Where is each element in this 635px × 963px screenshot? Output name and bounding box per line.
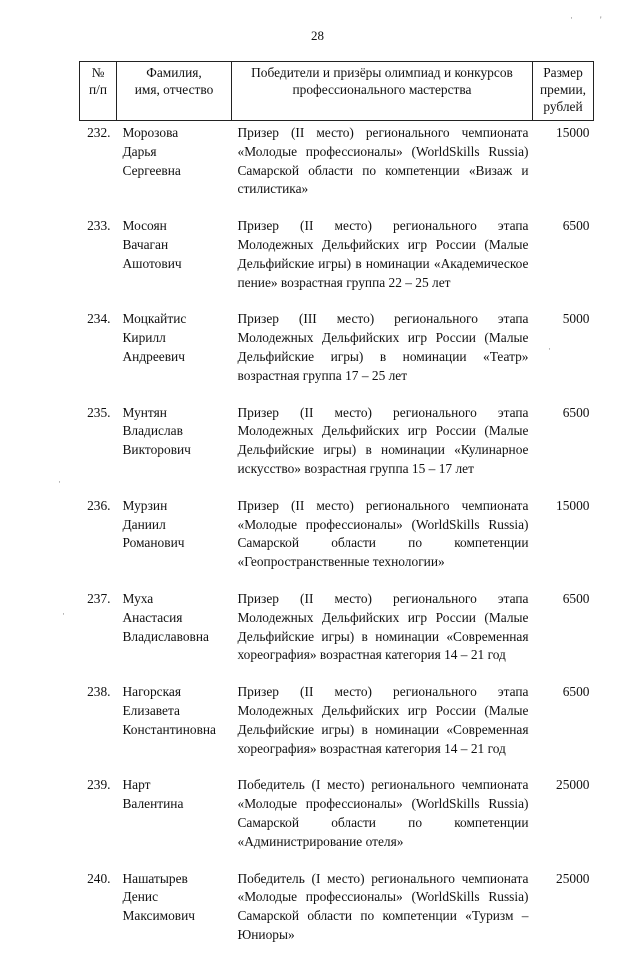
- row-number: 238.: [87, 684, 111, 700]
- row-achievement: Победитель (I место) регионального чемпионата «Молодые профессионалы» (WorldSkills Russia) Самарской области по компетенции «Администрирование отеля»: [237, 777, 529, 849]
- scan-mark: ·: [548, 344, 551, 354]
- row-full-name: Нарт Валентина: [122, 777, 184, 812]
- header-full-name: Фамилия, имя, отчество: [117, 62, 232, 121]
- row-award-amount: 6500: [562, 218, 590, 234]
- row-achievement: Призер (II место) регионального этапа Молодежных Дельфийских игр России (Малые Дельфийские игры) в номинации «Современная хореография» возрастная категория 14 – 21 год: [237, 684, 529, 756]
- row-number: 236.: [87, 497, 111, 513]
- row-achievement: Победитель (I место) регионального чемпионата «Молодые профессионалы» (WorldSkills Russia) Самарской области по компетенции «Туризм – Юниоры»: [237, 870, 529, 942]
- row-award-amount: 25000: [556, 777, 590, 793]
- row-award-amount: 6500: [562, 404, 590, 420]
- row-full-name: Нагорская Елизавета Константиновна: [122, 684, 217, 737]
- table-row: [80, 590, 594, 683]
- row-award-amount: 15000: [556, 497, 590, 513]
- row-achievement: Призер (III место) регионального этапа Молодежных Дельфийских игр России (Малые Дельфийские игры) в номинации «Театр» возрастная группа 17 – 25 лет: [237, 311, 529, 383]
- table-row: [80, 217, 594, 310]
- header-achievement: Победители и призёры олимпиад и конкурсов профессионального мастерства: [232, 62, 533, 121]
- table-row: [80, 776, 594, 869]
- scan-mark: ·: [62, 609, 65, 619]
- row-award-amount: 25000: [556, 870, 590, 886]
- row-achievement: Призер (II место) регионального этапа Молодежных Дельфийских игр России (Малые Дельфийские игры) в номинации «Академическое пение» возрастная группа 22 – 25 лет: [237, 218, 529, 290]
- table-row: [80, 121, 594, 218]
- row-full-name: Нашатырев Денис Максимович: [122, 870, 196, 924]
- table-header-row: [80, 62, 594, 121]
- row-award-amount: 6500: [562, 590, 590, 606]
- table-row: [80, 870, 594, 963]
- row-award-amount: 6500: [562, 684, 590, 700]
- row-full-name: Мосоян Вачаган Ашотович: [122, 218, 182, 271]
- scan-mark: ·: [570, 13, 573, 23]
- row-achievement: Призер (II место) регионального этапа Молодежных Дельфийских игр России (Малые Дельфийские игры) в номинации «Кулинарное искусство» возрастная группа 15 – 17 лет: [237, 404, 529, 476]
- awards-table: [79, 61, 594, 963]
- row-achievement: Призер (II место) регионального чемпионата «Молодые профессионалы» (WorldSkills Russia) Самарской области по компетенции «Геопространственные технологии»: [237, 497, 529, 570]
- scan-mark: ·: [58, 477, 61, 487]
- row-full-name: Мунтян Владислав Викторович: [122, 404, 191, 458]
- row-number: 233.: [87, 218, 111, 234]
- scan-mark: ': [600, 15, 602, 25]
- header-number: № п/п: [80, 62, 117, 121]
- page-number: 28: [311, 28, 324, 43]
- table-row: [80, 310, 594, 403]
- row-award-amount: 15000: [556, 125, 590, 140]
- row-award-amount: 5000: [562, 311, 590, 327]
- table-row: [80, 497, 594, 590]
- table-row: [80, 404, 594, 497]
- table-row: [80, 683, 594, 776]
- row-number: 237.: [87, 590, 111, 606]
- row-number: 240.: [87, 870, 111, 886]
- row-full-name: Морозова Дарья Сергеевна: [122, 125, 181, 178]
- row-full-name: Муха Анастасия Владиславовна: [122, 590, 209, 644]
- row-number: 235.: [87, 404, 111, 420]
- row-number: 234.: [87, 311, 111, 327]
- row-achievement: Призер (II место) регионального этапа Молодежных Дельфийских игр России (Малые Дельфийские игры) в номинации «Современная хореография» возрастная категория 14 – 21 год: [237, 590, 529, 663]
- row-number: 239.: [87, 777, 111, 793]
- row-full-name: Мурзин Даниил Романович: [122, 497, 185, 551]
- row-achievement: Призер (II место) регионального чемпионата «Молодые профессионалы» (WorldSkills Russia) Самарской области по компетенции «Визаж и стилистика»: [237, 125, 529, 197]
- row-number: 232.: [87, 125, 111, 140]
- header-award-amount: Размер премии, рублей: [533, 62, 594, 121]
- row-full-name: Моцкайтис Кирилл Андреевич: [122, 311, 187, 364]
